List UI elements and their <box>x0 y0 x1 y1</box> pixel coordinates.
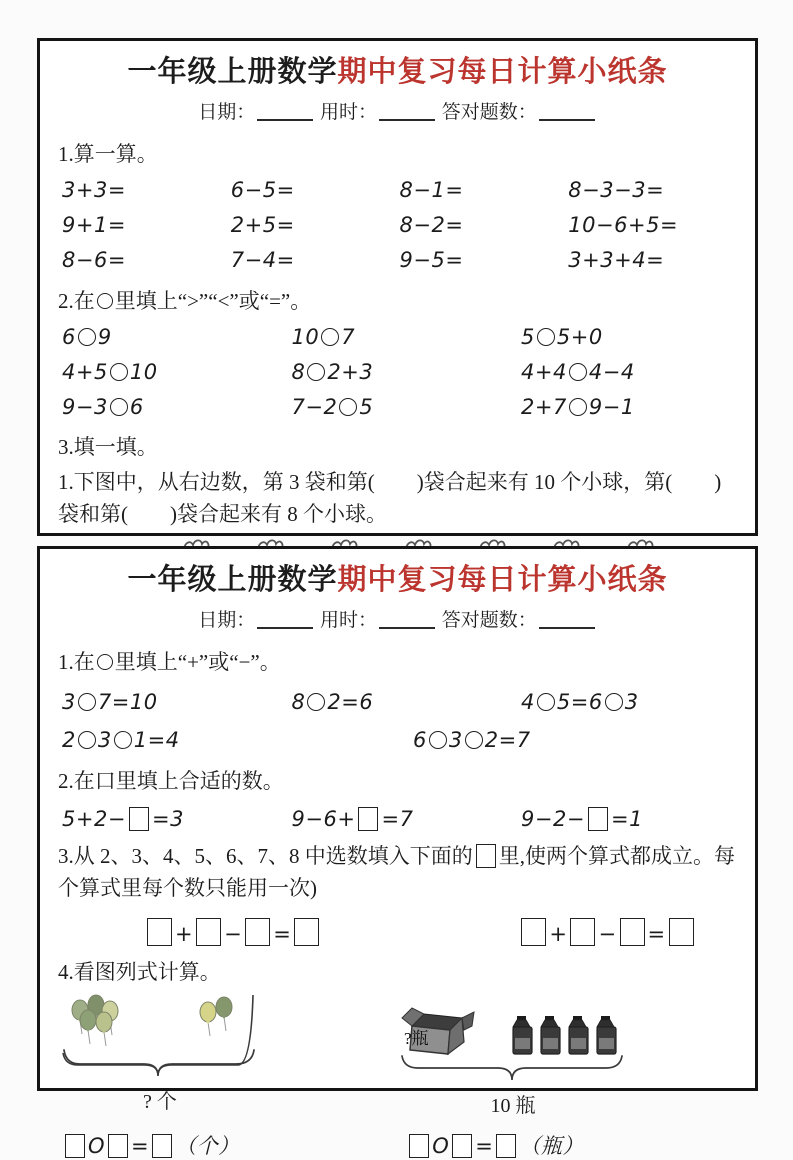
circle-placeholder <box>569 398 587 416</box>
circle-placeholder <box>307 693 325 711</box>
circle-placeholder <box>78 731 96 749</box>
date-blank <box>257 100 313 121</box>
equation: 6 9 <box>62 325 112 349</box>
equation: 3+3+4= <box>568 248 665 272</box>
score-blank <box>539 608 595 629</box>
box-placeholder <box>358 807 378 831</box>
s1-q3-heading: 3.填一填。 <box>58 435 158 459</box>
box-placeholder <box>669 918 694 946</box>
page-title <box>58 49 737 90</box>
equation: 8 2+3 <box>291 360 374 384</box>
equation: 4 5=6 3 <box>521 690 639 714</box>
s2-q3-equations <box>58 918 737 946</box>
equation: 8 2=6 <box>291 690 374 714</box>
equation: 3 7=10 <box>62 690 158 714</box>
equation: 8−3−3= <box>568 178 665 202</box>
equation: 9−5= <box>399 248 464 272</box>
circle-placeholder <box>605 693 623 711</box>
box-placeholder <box>409 1134 429 1158</box>
box-placeholder <box>245 918 270 946</box>
score-blank <box>539 100 595 121</box>
circle-placeholder <box>429 731 447 749</box>
circle-placeholder <box>110 363 128 381</box>
balloons-brace-label: ? 个 <box>143 1091 177 1113</box>
equation: 6 3 2=7 <box>413 728 531 752</box>
box-placeholder <box>521 918 546 946</box>
s2-q1-row1 <box>58 690 737 714</box>
equation: 9−3 6 <box>62 395 144 419</box>
equation: 7−2 5 <box>291 395 374 419</box>
box-placeholder <box>294 918 319 946</box>
score-label: 答对题数： <box>441 610 537 631</box>
score-label: 答对题数： <box>441 102 537 123</box>
s2-q4-heading: 4.看图列式计算。 <box>58 960 221 984</box>
meta-line <box>58 605 737 632</box>
equation: 7−4= <box>230 248 295 272</box>
s1-q1-grid <box>58 178 737 272</box>
box-placeholder <box>476 844 496 868</box>
equation: 8−1= <box>399 178 464 202</box>
equation: 9−6+ =7 <box>291 807 414 831</box>
equation: 2+5= <box>230 213 295 237</box>
circle-placeholder <box>114 731 132 749</box>
box-placeholder <box>496 1134 516 1158</box>
circle-placeholder <box>78 328 96 346</box>
circle-placeholder <box>537 693 555 711</box>
circle-placeholder <box>465 731 483 749</box>
box-placeholder <box>108 1134 128 1158</box>
equation: + − = <box>518 918 696 946</box>
date-label: 日期： <box>198 610 256 631</box>
equation: + − = <box>144 918 322 946</box>
box-placeholder <box>452 1134 472 1158</box>
s2-q4-equations <box>58 1130 737 1160</box>
equation: 5 5+0 <box>521 325 603 349</box>
s1-q2-grid <box>58 325 737 419</box>
equation: 9+1= <box>62 213 126 237</box>
box-placeholder <box>196 918 221 946</box>
title-black: 一年级上册数学 <box>127 564 338 596</box>
balloons-figure <box>60 992 260 1118</box>
equation: 2 3 1=4 <box>62 728 180 752</box>
equation: O = （瓶） <box>406 1130 737 1160</box>
date-label: 日期： <box>198 102 256 123</box>
circle-placeholder <box>339 398 357 416</box>
circle-placeholder <box>110 398 128 416</box>
box-question-label: ?瓶 <box>404 1029 429 1048</box>
circle-placeholder <box>537 328 555 346</box>
balloons-illustration <box>60 992 260 1085</box>
date-blank <box>257 608 313 629</box>
time-label: 用时： <box>319 102 377 123</box>
s2-q2-heading: 2.在口里填上合适的数。 <box>58 769 284 793</box>
page-title <box>58 557 737 598</box>
circle-placeholder <box>78 693 96 711</box>
time-blank <box>379 608 435 629</box>
circle-placeholder <box>569 363 587 381</box>
box-placeholder <box>620 918 645 946</box>
equation: 4+5 10 <box>62 360 158 384</box>
worksheet-card-top <box>37 38 758 536</box>
equation: O = （个） <box>62 1130 406 1160</box>
equation: 10 7 <box>291 325 356 349</box>
circle-placeholder <box>307 363 325 381</box>
box-placeholder <box>129 807 149 831</box>
meta-line <box>58 97 737 124</box>
equation: 6−5= <box>230 178 295 202</box>
bottles-brace-label: 10 瓶 <box>490 1095 536 1117</box>
equation: 9−2− =1 <box>521 807 643 831</box>
worksheet-card-bottom <box>37 546 758 1158</box>
equation: 8−2= <box>399 213 464 237</box>
s2-q3-heading: 3.从 2、3、4、5、6、7、8 中选数填入下面的 里,使两个算式都成立。每个算式里每个数只能用一次) <box>58 844 735 900</box>
equation: 2+7 9−1 <box>521 395 635 419</box>
box-placeholder <box>570 918 595 946</box>
equation: 8−6= <box>62 248 126 272</box>
title-red: 期中复习每日计算小纸条 <box>337 56 668 88</box>
circle-placeholder <box>97 654 113 670</box>
s2-q4-figures <box>58 992 737 1118</box>
equation: 10−6+5= <box>568 213 679 237</box>
s2-q2-row <box>58 807 737 831</box>
bottles-figure <box>398 992 628 1118</box>
box-placeholder <box>588 807 608 831</box>
title-black: 一年级上册数学 <box>127 56 338 88</box>
s2-q1-heading: 1.在 里填上“+”或“−”。 <box>58 650 281 674</box>
box-placeholder <box>152 1134 172 1158</box>
time-blank <box>379 100 435 121</box>
box-placeholder <box>147 918 172 946</box>
circle-placeholder <box>97 293 113 309</box>
s1-q3-text: 1.下图中，从右边数，第 3 袋和第( )袋合起来有 10 个小球，第( )袋和第( )袋合起来有 8 个小球。 <box>58 470 722 526</box>
equation: 4+4 4−4 <box>521 360 635 384</box>
equation: 5+2− =3 <box>62 807 184 831</box>
time-label: 用时： <box>319 610 377 631</box>
balloons-art <box>60 992 260 1080</box>
box-placeholder <box>65 1134 85 1158</box>
equation: 3+3= <box>62 178 126 202</box>
bottles-art <box>398 992 628 1084</box>
title-red: 期中复习每日计算小纸条 <box>337 564 668 596</box>
s1-q2-heading: 2.在 里填上“>”“<”或“=”。 <box>58 289 312 313</box>
s1-q1-heading: 1.算一算。 <box>58 142 158 166</box>
bottles-illustration <box>398 992 628 1089</box>
circle-placeholder <box>321 328 339 346</box>
s2-q1-row2 <box>58 728 737 752</box>
